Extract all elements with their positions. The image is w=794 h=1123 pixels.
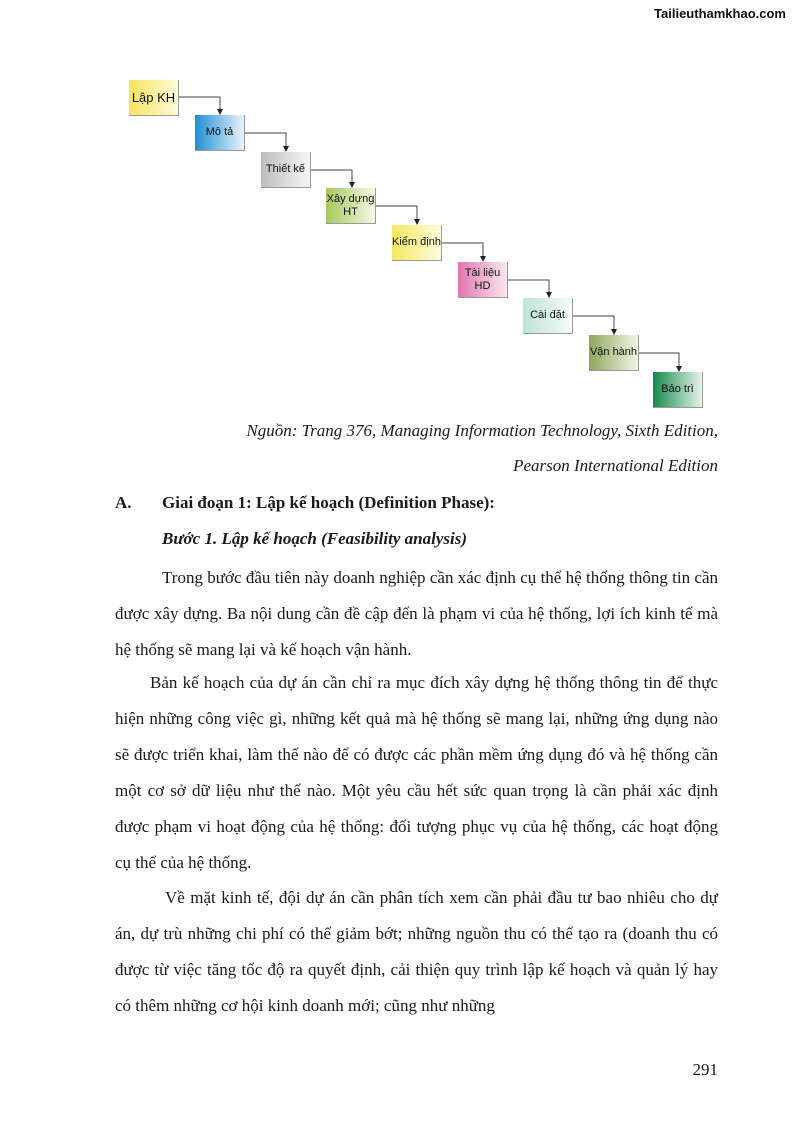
paragraph-1: Trong bước đầu tiên này doanh nghiệp cần xác định cụ thể hệ thống thông tin cần được xây dựng. Ba nội dung cần đề cập đến là phạm vi của hệ thống, lợi ích kinh tế mà hệ thống sẽ mang lại và kế hoạch vận hành. [115,568,718,659]
arrow-6 [508,280,549,297]
arrow-1 [179,97,220,114]
step-cai-dat: Cài đặt [523,298,573,334]
step-bao-tri: Bảo trì [653,372,703,408]
step-xay-dung-ht: Xây dựng HT [326,188,376,224]
section-title: Giai đoạn 1: Lập kế hoạch (Definition Phase): [162,493,495,512]
section-heading [115,493,495,513]
arrow-4 [376,206,417,224]
caption-source-line1: Nguồn: Trang 376, Managing Information Technology, Sixth Edition, [246,421,718,440]
step-tai-lieu-hd: Tài liệu HD [458,262,508,298]
step-van-hanh: Vận hành [589,335,639,371]
section-number: A. [115,493,132,512]
arrow-3 [311,170,352,187]
step-lap-kh: Lập KH [129,80,179,116]
step-kiem-dinh: Kiểm định [392,225,442,261]
paragraph-3: Về mặt kinh tế, đội dự án cần phân tích xem cần phải đầu tư bao nhiêu cho dự án, dự trù những chi phí có thể giảm bớt; những nguồn thu có thể tạo ra (doanh thu có được từ việc tăng tốc độ ra quyết định, cải thiện quy trình lập kế hoạch và quản lý hay có thêm những cơ hội kinh doanh mới; cũng như những [115,888,718,1015]
watermark: Tailieuthamkhao.com [654,6,786,21]
arrow-5 [442,243,483,261]
step-heading: Bước 1. Lập kế hoạch (Feasibility analysis) [162,529,467,548]
step-thiet-ke: Thiết kế [261,152,311,188]
arrow-2 [245,133,286,151]
caption-source-line2: Pearson International Edition [513,456,718,475]
arrow-8 [639,353,679,371]
step-mo-ta: Mô tả [195,115,245,151]
page-number: 291 [692,1060,718,1079]
paragraph-2: Bản kế hoạch của dự án cần chỉ ra mục đích xây dựng hệ thống thông tin để thực hiện những công việc gì, những kết quả mà hệ thống sẽ mang lại, những ứng dụng nào sẽ được triển khai, làm thế nào để có được các phần mềm ứng dụng đó và hệ thống cần một cơ sở dữ liệu như thế nào. Một yêu cầu hết sức quan trọng là cần phải xác định được phạm vi hoạt động của hệ thống: đối tượng phục vụ của hệ thống, các hoạt động cụ thể của hệ thống. [115,673,718,872]
waterfall-diagram [0,0,794,420]
diagram-arrows [0,0,794,420]
arrow-7 [573,316,614,334]
